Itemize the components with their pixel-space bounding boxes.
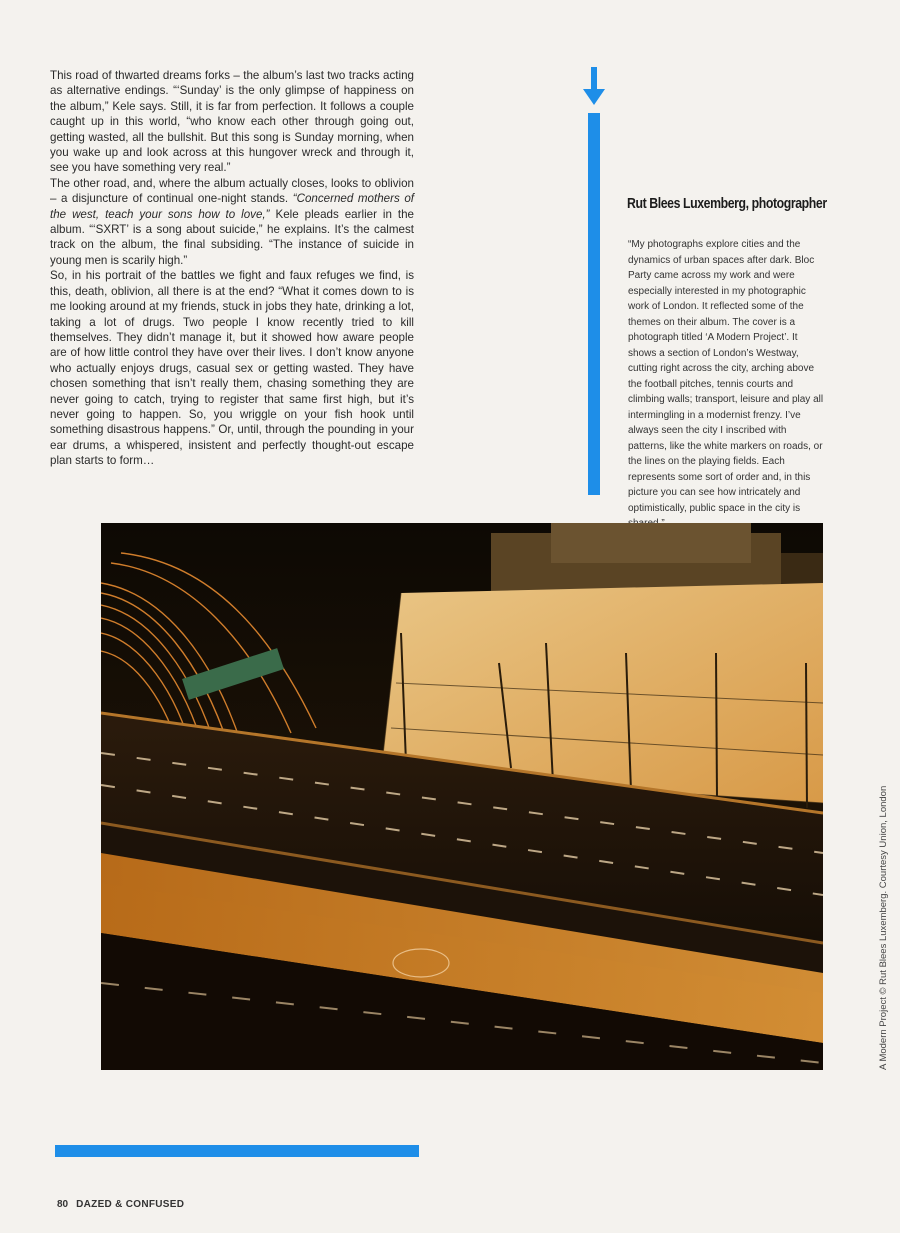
blue-vertical-rule bbox=[588, 113, 600, 495]
westway-night-photograph bbox=[101, 523, 823, 1070]
article-paragraph-3: So, in his portrait of the battles we fight and faux refuges we find, is this, death, oblivion, all there is at the end? “What it comes down to is me looking around at my friends, stuck in jobs they hate, drinking a lot, taking a lot of drugs. Two people I know recently tried to kill themselves. They didn’t manage it, but it showed how aware people are of how little control they have over their lives. I don’t know anyone who actually enjoys drugs, casual sex or getting wasted. They have chosen something that isn’t really them, chasing something they are never going to catch, trying to register that same first high, but it’s never going to happen. So, you wriggle on your fish hook until something disastrous happens.” Or, until, through the pounding in your ear drums, a whispered, insistent and perfectly thought-out escape plan starts to form… bbox=[50, 269, 414, 468]
article-paragraph-2: The other road, and, where the album actually closes, looks to oblivion – a disjuncture of continual one-night stands. “Concerned mothers of the west, teach your sons how to love,” Kele pleads earlier in the album. “‘SXRT’ is a song about suicide,” he explains. It’s the calmest track on the album, the final subsiding. “The instance of suicide in young men is scarily high.” bbox=[50, 176, 414, 267]
sidebar-quote: “My photographs explore cities and the dynamics of urban spaces after dark. Bloc Party came across my work and were especially interested in my photographic work of London. It reflected some of the themes on their album. The cover is a photograph titled ‘A Modern Project’. It shows a section of London’s Westway, cutting right across the city, arching above the football pitches, tennis courts and climbing walls; transport, leisure and play all intermingling in a modernist frenzy. I’ve always seen the city I inscribed with patterns, like the white markers on roads, or the lines on the playing fields. Each represents some sort of order and, in this picture you can see how intricately and optimistically, public space in the city is bbox=[628, 239, 824, 514]
magazine-name: DAZED & CONFUSED bbox=[76, 1199, 185, 1210]
sidebar-heading: Rut Blees Luxemberg, photographer bbox=[627, 195, 827, 212]
article-body bbox=[50, 68, 414, 469]
photo-credit: A Modern Project © Rut Blees Luxemberg. Courtesy Union, London bbox=[878, 785, 889, 1070]
italic-quote: “Concerned mothers of the west, teach your sons how to love,” bbox=[50, 192, 414, 221]
article-paragraph-1: This road of thwarted dreams forks – the album’s last two tracks acting as alternative endings. “‘Sunday’ is the only glimpse of happiness on the album,” Kele says. Still, it is far from perfection. It follows a couple caught up in this world, “who know each other through going out, getting wasted, all the bullshit. But this song is Sunday morning, when you wake up and look across at this hungover wreck and through it, see you have something very real.” bbox=[50, 69, 414, 175]
page-number: 80 bbox=[57, 1199, 69, 1210]
blue-horizontal-rule bbox=[55, 1145, 419, 1157]
page-folio bbox=[57, 1199, 184, 1210]
arrow-down-icon bbox=[583, 67, 605, 107]
